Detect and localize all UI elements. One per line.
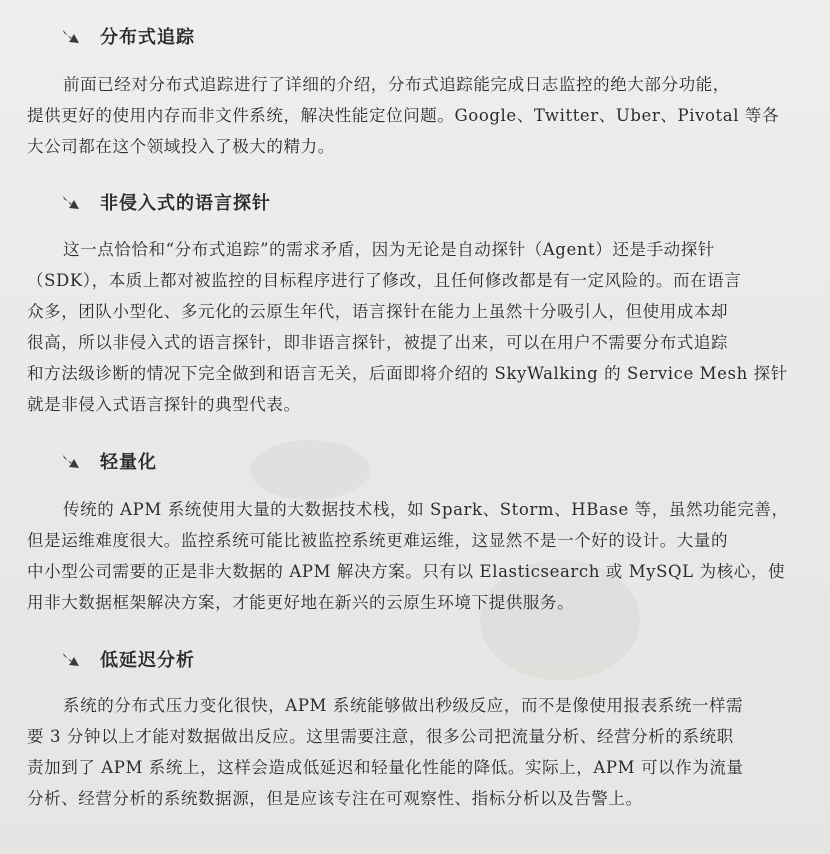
paragraph-line: 和方法级诊断的情况下完全做到和语言无关，后面即将介绍的 SkyWalking 的 Service Mesh 探针 — [27, 364, 788, 383]
paragraph-line: 这一点恰恰和“分布式追踪”的需求矛盾，因为无论是自动探针（Agent）还是手动探针 — [63, 240, 715, 259]
section-heading-low-latency — [60, 643, 195, 675]
paragraph-line: 用非大数据框架解决方案，才能更好地在新兴的云原生环境下提供服务。 — [27, 593, 575, 612]
paragraph-line: 责加到了 APM 系统上，这样会造成低延迟和轻量化性能的降低。实际上，APM 可以作为流量 — [27, 758, 744, 777]
paragraph-line: 中小型公司需要的正是非大数据的 APM 解决方案。只有以 Elasticsearch 或 MySQL 为核心，使 — [27, 562, 786, 581]
section-paragraph — [27, 234, 801, 420]
paragraph-line: 要 3 分钟以上才能对数据做出反应。这里需要注意，很多公司把流量分析、经营分析的系统职 — [27, 727, 734, 746]
paragraph-line: 但是运维难度很大。监控系统可能比被监控系统更难运维，这显然不是一个好的设计。大量的 — [27, 531, 729, 550]
section-paragraph — [27, 69, 801, 162]
paragraph-line: 众多，团队小型化、多元化的云原生年代，语言探针在能力上虽然十分吸引人，但使用成本却 — [27, 302, 729, 321]
section-heading-non-invasive-probe — [60, 186, 271, 218]
paragraph-line: 就是非侵入式语言探针的典型代表。 — [27, 395, 301, 414]
section-title: 轻量化 — [100, 452, 157, 473]
section-title: 分布式追踪 — [100, 27, 195, 48]
paragraph-line: 提供更好的使用内存而非文件系统，解决性能定位问题。Google、Twitter、Uber、Pivotal 等各 — [27, 106, 780, 125]
heading-arrow-icon — [60, 191, 82, 213]
paragraph-line: （SDK），本质上都对被监控的目标程序进行了修改，且任何修改都是有一定风险的。而在语言 — [27, 271, 742, 290]
heading-arrow-icon — [60, 450, 82, 472]
section-title: 低延迟分析 — [100, 650, 195, 671]
paper-smudge — [250, 440, 370, 500]
paragraph-line: 传统的 APM 系统使用大量的大数据技术栈，如 Spark、Storm、HBase 等，虽然功能完善， — [63, 500, 789, 519]
paragraph-line: 分析、经营分析的系统数据源，但是应该专注在可观察性、指标分析以及告警上。 — [27, 789, 643, 808]
section-title: 非侵入式的语言探针 — [100, 193, 271, 214]
heading-arrow-icon — [60, 25, 82, 47]
heading-arrow-icon — [60, 648, 82, 670]
section-paragraph — [27, 494, 801, 618]
section-heading-distributed-tracing — [60, 20, 195, 52]
paragraph-line: 大公司都在这个领域投入了极大的精力。 — [27, 137, 335, 156]
paragraph-line: 很高，所以非侵入式的语言探针，即非语言探针，被提了出来，可以在用户不需要分布式追踪 — [27, 333, 729, 352]
paragraph-line: 系统的分布式压力变化很快，APM 系统能够做出秒级反应，而不是像使用报表系统一样需 — [63, 696, 744, 715]
section-heading-lightweight — [60, 445, 157, 477]
paragraph-line: 前面已经对分布式追踪进行了详细的介绍，分布式追踪能完成日志监控的绝大部分功能， — [63, 75, 730, 94]
section-paragraph — [27, 690, 801, 814]
